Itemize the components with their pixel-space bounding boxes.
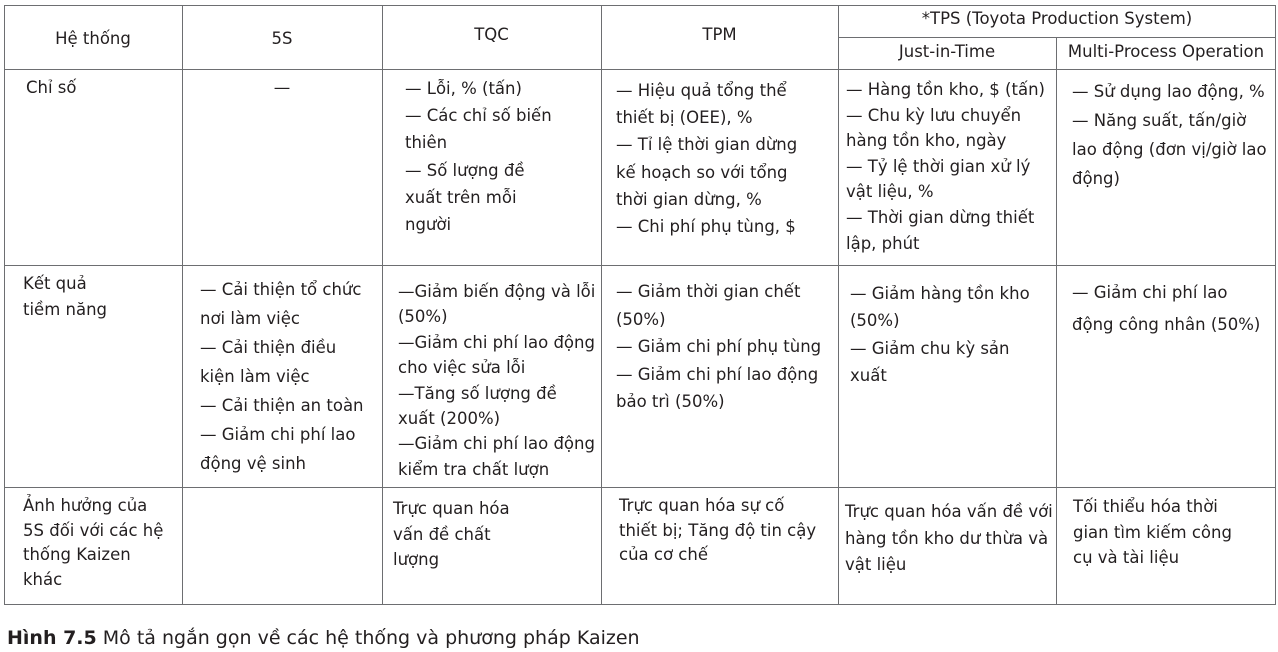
text-line: Tối thiểu hóa thời	[1073, 497, 1218, 516]
text-line: cụ và tài liệu	[1073, 548, 1180, 567]
row-label-indicator: Chỉ số	[26, 78, 77, 97]
results-tqc	[398, 279, 595, 482]
text-line: Kết quả	[23, 274, 87, 293]
text-line: thống Kaizen	[23, 545, 131, 564]
header-mpo: Multi-Process Operation	[1067, 42, 1265, 61]
text-line: — Các chỉ số biến	[405, 106, 552, 126]
text-line: hàng tồn kho, ngày	[846, 131, 1007, 151]
text-line: vật liệu	[845, 555, 907, 574]
text-line: — Giảm thời gian chết	[616, 282, 801, 301]
text-line: xuất	[850, 365, 887, 385]
caption-text: Mô tả ngắn gọn về các hệ thống và phương pháp Kaizen	[96, 627, 640, 649]
text-line: động)	[1072, 169, 1120, 188]
text-line: —Giảm chi phí lao động	[398, 332, 595, 352]
indicator-mpo	[1072, 77, 1267, 193]
text-line: — Chu kỳ lưu chuyển	[846, 105, 1022, 125]
text-line: cho việc sửa lỗi	[398, 358, 526, 378]
results-jit	[850, 280, 1030, 389]
text-line: — Sử dụng lao động, %	[1072, 82, 1265, 101]
text-line: hàng tồn kho dư thừa và	[845, 528, 1049, 548]
text-line: — Thời gian dừng thiết	[846, 207, 1035, 227]
text-line: — Lỗi, % (tấn)	[405, 79, 522, 98]
text-line: kiện làm việc	[200, 367, 310, 386]
text-line: (50%)	[616, 309, 666, 329]
text-line: kế hoạch so với tổng	[616, 162, 788, 182]
text-line: — Hàng tồn kho, $ (tấn)	[846, 80, 1045, 99]
row-label-impact	[23, 494, 163, 592]
text-line: kiểm tra chất lượn	[398, 459, 550, 479]
header-tpm: TPM	[702, 25, 737, 44]
impact-mpo	[1073, 494, 1232, 571]
text-line: — Cải thiện an toàn	[200, 396, 364, 415]
text-line: — Cải thiện điều	[200, 338, 337, 357]
text-line: tiềm năng	[23, 299, 108, 319]
text-line: — Giảm chi phí lao động	[616, 364, 819, 384]
text-line: (50%)	[850, 311, 900, 331]
text-line: (50%)	[398, 307, 448, 327]
impact-tqc	[393, 496, 510, 573]
text-line: bảo trì (50%)	[616, 392, 725, 411]
text-line: —Giảm biến động và lỗi	[398, 282, 596, 301]
figure-caption	[7, 624, 640, 652]
text-line: — Giảm chu kỳ sản	[850, 338, 1010, 358]
header-jit: Just-in-Time	[898, 42, 996, 61]
text-line: thiên	[405, 133, 448, 153]
text-line: — Cải thiện tổ chức	[200, 280, 362, 299]
text-line: vật liệu, %	[846, 182, 934, 202]
text-line: xuất trên mỗi	[405, 187, 517, 207]
text-line: — Giảm chi phí lao	[1072, 283, 1228, 302]
text-line: xuất (200%)	[398, 409, 501, 429]
text-line: Trực quan hóa	[393, 499, 510, 518]
text-line: 5S đối với các hệ	[23, 520, 164, 540]
row-label-results	[23, 271, 107, 322]
results-tpm	[616, 278, 821, 416]
impact-tpm	[619, 494, 816, 568]
header-tps: *TPS (Toyota Production System)	[921, 9, 1193, 28]
text-line: của cơ chế	[619, 545, 708, 564]
text-line: Trực quan hóa vấn đề với	[845, 502, 1053, 521]
indicator-tqc	[405, 75, 552, 238]
text-line: — Số lượng đề	[405, 160, 525, 180]
text-line: — Giảm hàng tồn kho	[850, 284, 1030, 303]
text-line: khác	[23, 569, 63, 589]
text-line: — Tỉ lệ thời gian dừng	[616, 135, 798, 155]
text-line: — Hiệu quả tổng thể	[616, 81, 787, 100]
text-line: thời gian dừng, %	[616, 189, 762, 209]
text-line: gian tìm kiếm công	[1073, 522, 1232, 542]
text-line: lượng	[393, 550, 440, 569]
text-line: động công nhân (50%)	[1072, 315, 1261, 334]
indicator-jit	[846, 77, 1045, 256]
header-tqc: TQC	[474, 25, 509, 44]
text-line: — Giảm chi phí lao	[200, 425, 356, 444]
text-line: Trực quan hóa sự cố	[619, 496, 785, 515]
text-line: lập, phút	[846, 233, 920, 253]
results-5s	[200, 275, 364, 478]
text-line: —Giảm chi phí lao động	[398, 434, 595, 454]
header-5s: 5S	[271, 29, 293, 48]
text-line: Ảnh hưởng của	[23, 496, 148, 515]
text-line: nơi làm việc	[200, 309, 300, 328]
text-line: — Tỷ lệ thời gian xử lý	[846, 156, 1031, 176]
impact-jit	[845, 499, 1053, 579]
kaizen-table	[4, 5, 1276, 605]
results-mpo	[1072, 277, 1260, 341]
text-line: người	[405, 215, 452, 235]
text-line: lao động (đơn vị/giờ lao	[1072, 140, 1267, 159]
text-line: —Tăng số lượng đề	[398, 383, 557, 403]
text-line: động vệ sinh	[200, 454, 307, 473]
indicator-5s: —	[273, 78, 291, 97]
caption-label: Hình 7.5	[7, 627, 97, 649]
header-system: Hệ thống	[55, 29, 131, 48]
text-line: vấn đề chất	[393, 524, 491, 544]
indicator-tpm	[616, 77, 797, 240]
text-line: — Giảm chi phí phụ tùng	[616, 337, 822, 356]
text-line: — Chi phí phụ tùng, $	[616, 217, 796, 237]
text-line: thiết bị (OEE), %	[616, 108, 753, 128]
text-line: thiết bị; Tăng độ tin cậy	[619, 520, 817, 540]
text-line: — Năng suất, tấn/giờ	[1072, 111, 1247, 130]
